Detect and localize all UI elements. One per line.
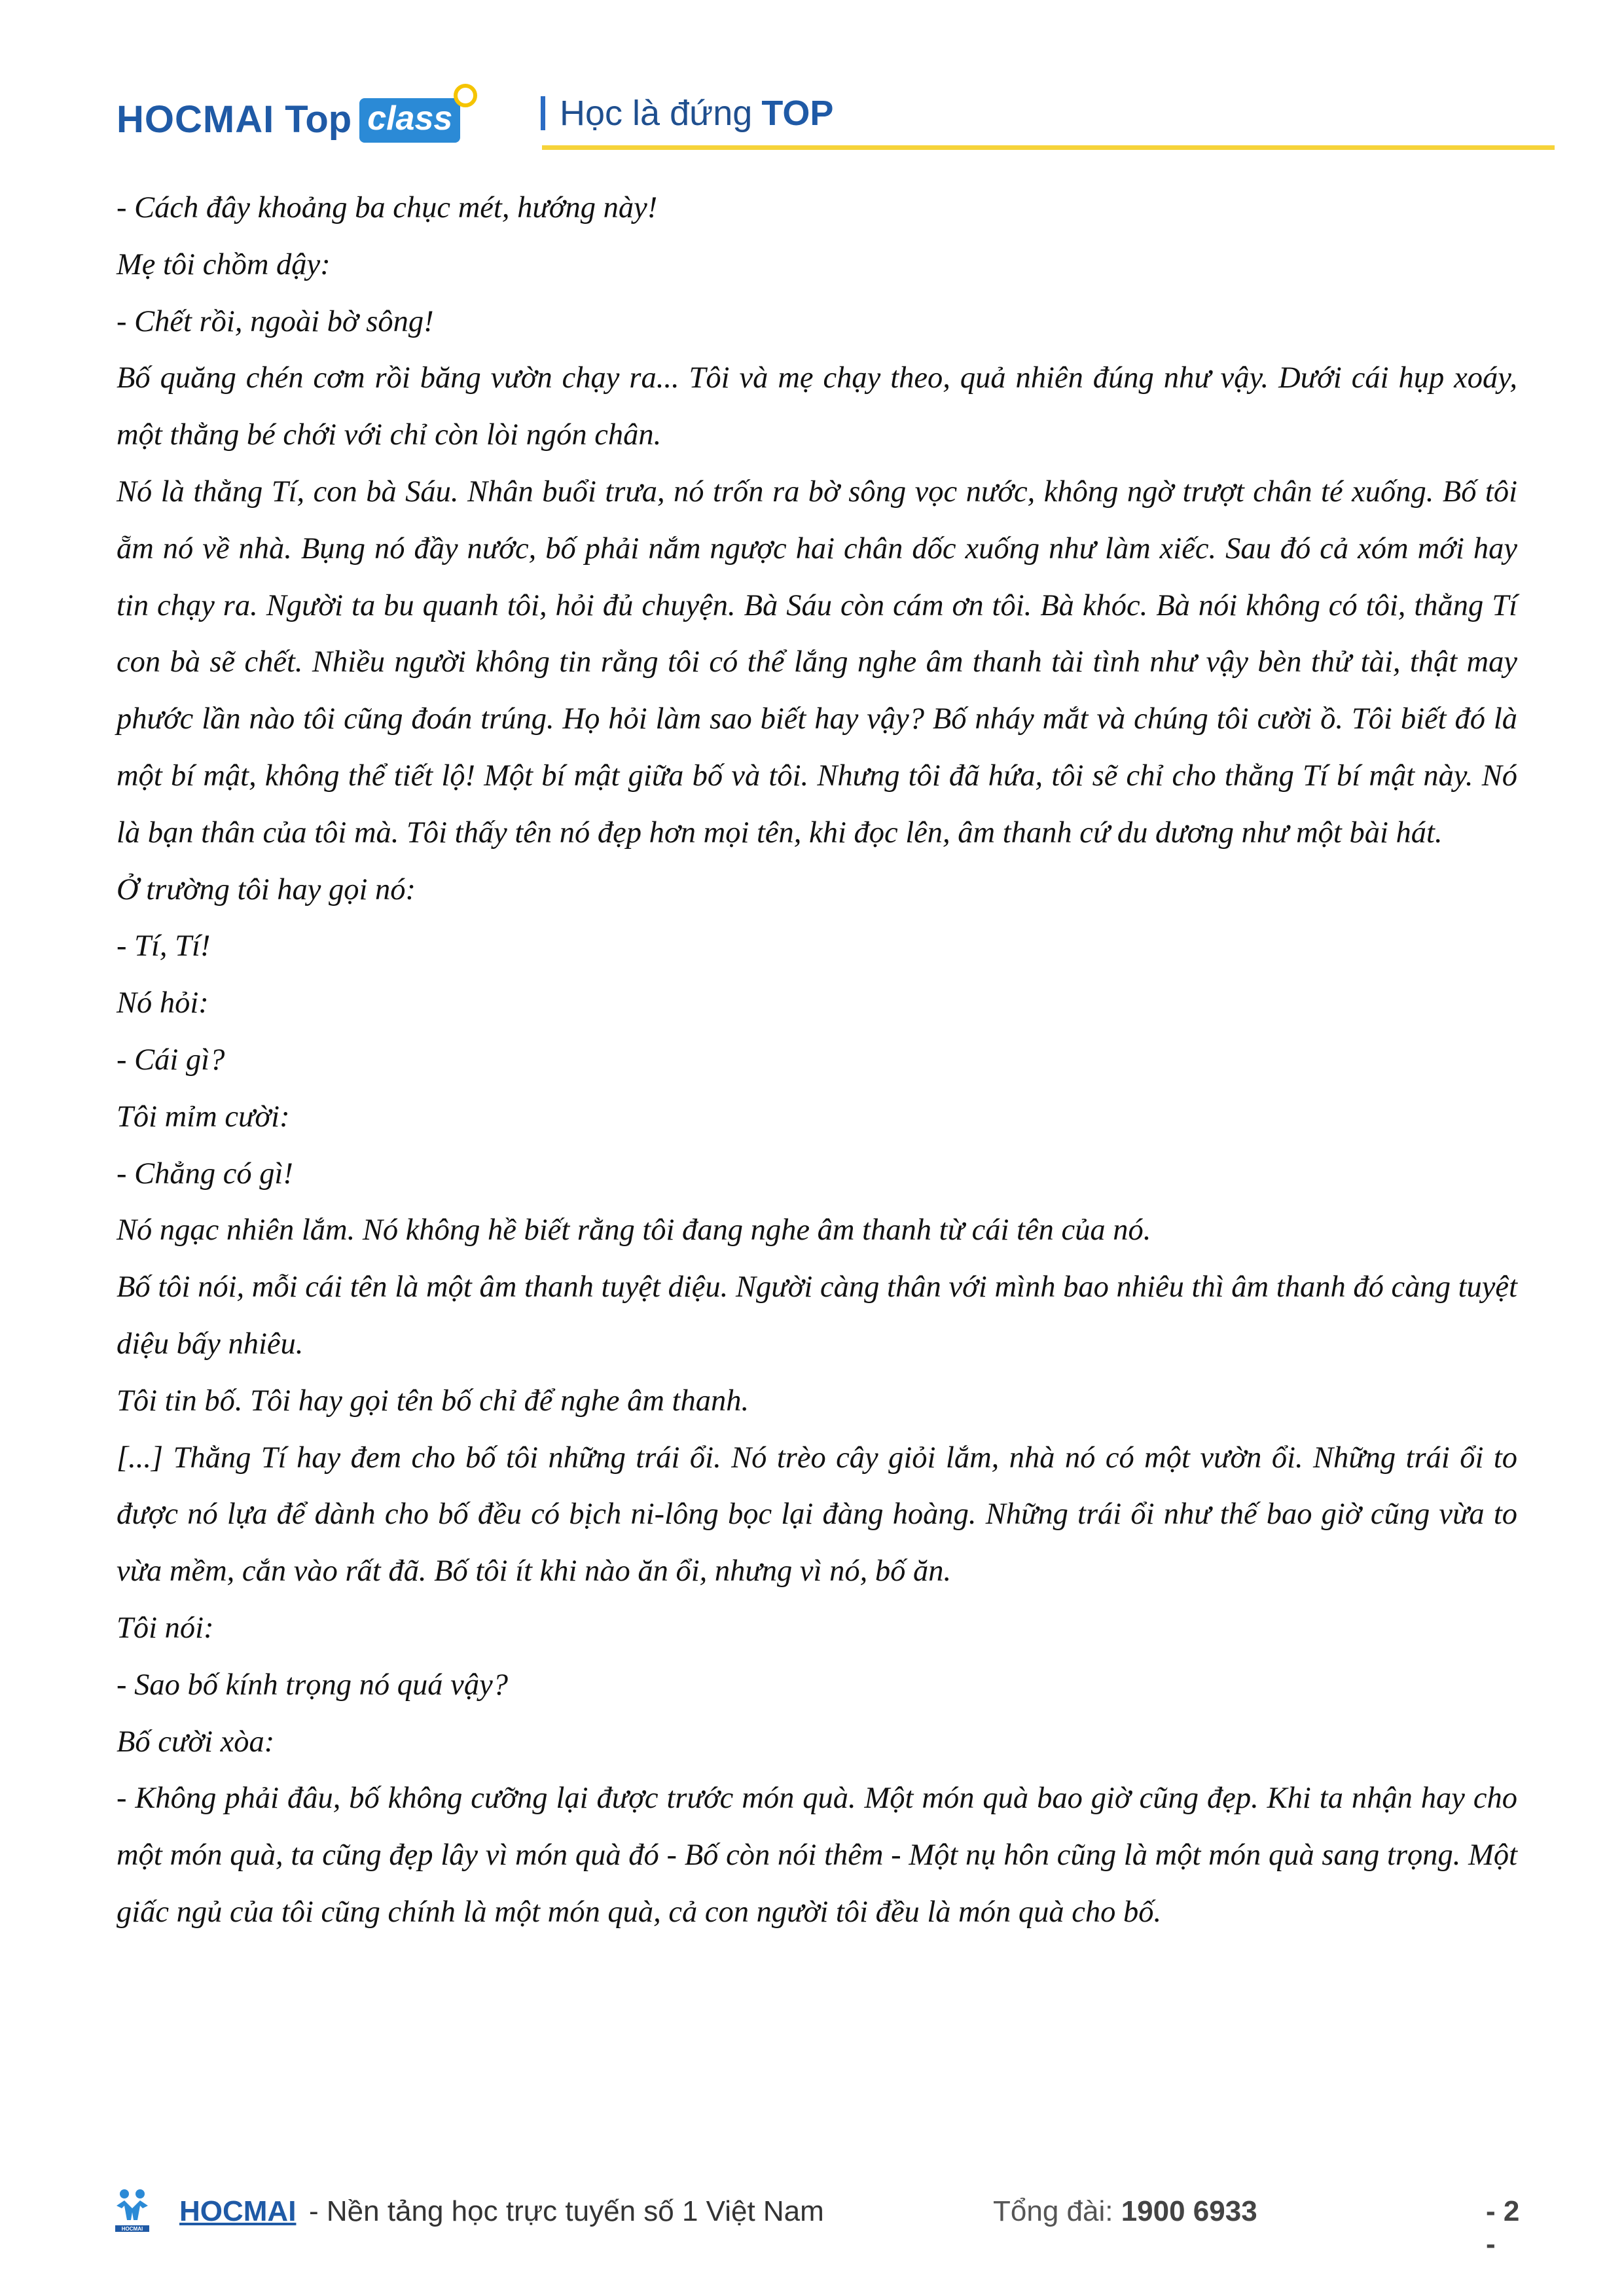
paragraph: Ở trường tôi hay gọi nó: (117, 872, 416, 906)
header-underline (542, 145, 1555, 150)
paragraph: - Sao bố kính trọng nó quá vậy? (117, 1668, 508, 1702)
hocmai-people-icon (113, 2186, 152, 2238)
paragraph: Nó là thằng Tí, con bà Sáu. Nhân buổi trưa, nó trốn ra bờ sông vọc nước, không ngờ trượt chân té xuống. Bố tôi ẵm nó về nhà. Bụng nó đầy nước, bố phải nắm ngược hai chân dốc xuống như làm xiếc. Sau đó cả xóm mới hay tin chạy ra. Người ta bu quanh tôi, hỏi đủ chuyện. Bà Sáu còn cám ơn tôi. Bà khóc. Bà nói không có tôi, thằng Tí con bà sẽ chết. Nhiều người không tin rằng tôi có thể lắng nghe âm thanh tài tình như vậy bèn thử tài, thật may phước lần nào tôi cũng đoán trúng. Họ hỏi làm sao biết hay vậy? Bố nháy mắt và chúng tôi cười ồ. Tôi biết đó là một bí mật, không thể tiết lộ! Một bí mật giữa bố và tôi. Nhưng tôi đã hứa, tôi sẽ chỉ cho thằng Tí bí mật này. Nó là bạn thân của tôi mà. Tôi thấy tên nó đẹp hơn mọi tên, khi đọc lên, âm thanh cứ du dương như một bài hát. (117, 475, 1517, 850)
logo-class-badge (359, 98, 460, 143)
paragraph: Nó hỏi: (117, 986, 209, 1020)
hocmai-topclass-logo (117, 84, 460, 143)
paragraph: Bố tôi nói, mỗi cái tên là một âm thanh tuyệt diệu. Người càng thân với mình bao nhiêu thì âm thanh đó càng tuyệt diệu bấy nhiêu. (117, 1270, 1517, 1361)
paragraph: Mẹ tôi chồm dậy: (117, 247, 331, 281)
paragraph: Bố cười xòa: (117, 1725, 275, 1759)
tagline-divider (541, 96, 545, 130)
paragraph: - Tí, Tí! (117, 929, 211, 963)
page-number: - 2 - (1486, 2195, 1520, 2260)
paragraph: - Cách đây khoảng ba chục mét, hướng này! (117, 191, 658, 224)
hotline-label: Tổng đài: (993, 2195, 1113, 2227)
paragraph: - Chết rồi, ngoài bờ sông! (117, 304, 434, 338)
paragraph: - Cái gì? (117, 1043, 225, 1077)
logo-brand-text: HOCMAI (117, 98, 275, 141)
tagline-prefix: Học là đứng (560, 94, 753, 133)
tagline-top: TOP (761, 94, 834, 133)
logo-top-text: Top (285, 98, 352, 141)
footer-brand-link[interactable]: HOCMAI (179, 2195, 297, 2227)
header-tagline (541, 90, 833, 136)
footer-description: - Nền tảng học trực tuyến số 1 Việt Nam (309, 2195, 824, 2227)
story-text (117, 180, 1517, 1941)
paragraph: Tôi mỉm cười: (117, 1100, 290, 1134)
paragraph: [...] Thằng Tí hay đem cho bố tôi những trái ổi. Nó trèo cây giỏi lắm, nhà nó có một vườn ổi. Những trái ổi to được nó lựa để dành cho bố đều có bịch ni-lông bọc lại đàng hoàng. Những trái ổi như thế bao giờ cũng vừa to vừa mềm, cắn vào rất đã. Bố tôi ít khi nào ăn ổi, nhưng vì nó, bố ăn. (117, 1441, 1517, 1588)
paragraph: Bố quăng chén cơm rồi băng vườn chạy ra... Tôi và mẹ chạy theo, quả nhiên đúng như vậy. Dưới cái hụp xoáy, một thằng bé chới với chỉ còn lòi ngón chân. (117, 361, 1517, 452)
paragraph: Tôi tin bố. Tôi hay gọi tên bố chỉ để nghe âm thanh. (117, 1384, 749, 1418)
paragraph: Nó ngạc nhiên lắm. Nó không hề biết rằng tôi đang nghe âm thanh từ cái tên của nó. (117, 1213, 1151, 1247)
svg-text:HOCMAI: HOCMAI (121, 2226, 143, 2232)
sun-icon (454, 84, 477, 107)
paragraph: - Không phải đâu, bố không cưỡng lại được trước món quà. Một món quà bao giờ cũng đẹp. Khi ta nhận hay cho một món quà, ta cũng đẹp lây vì món quà đó - Bố còn nói thêm - Một nụ hôn cũng là một món quà sang trọng. Một giấc ngủ của tôi cũng chính là một món quà, cả con người tôi đều là món quà cho bố. (117, 1782, 1517, 1929)
paragraph: Tôi nói: (117, 1611, 214, 1645)
logo-class-text: class (367, 99, 453, 137)
paragraph: - Chẳng có gì! (117, 1157, 293, 1191)
page-header (117, 71, 1557, 149)
page-footer (113, 2186, 1526, 2260)
hotline-number: 1900 6933 (1121, 2195, 1257, 2227)
footer-hotline (993, 2195, 1257, 2228)
